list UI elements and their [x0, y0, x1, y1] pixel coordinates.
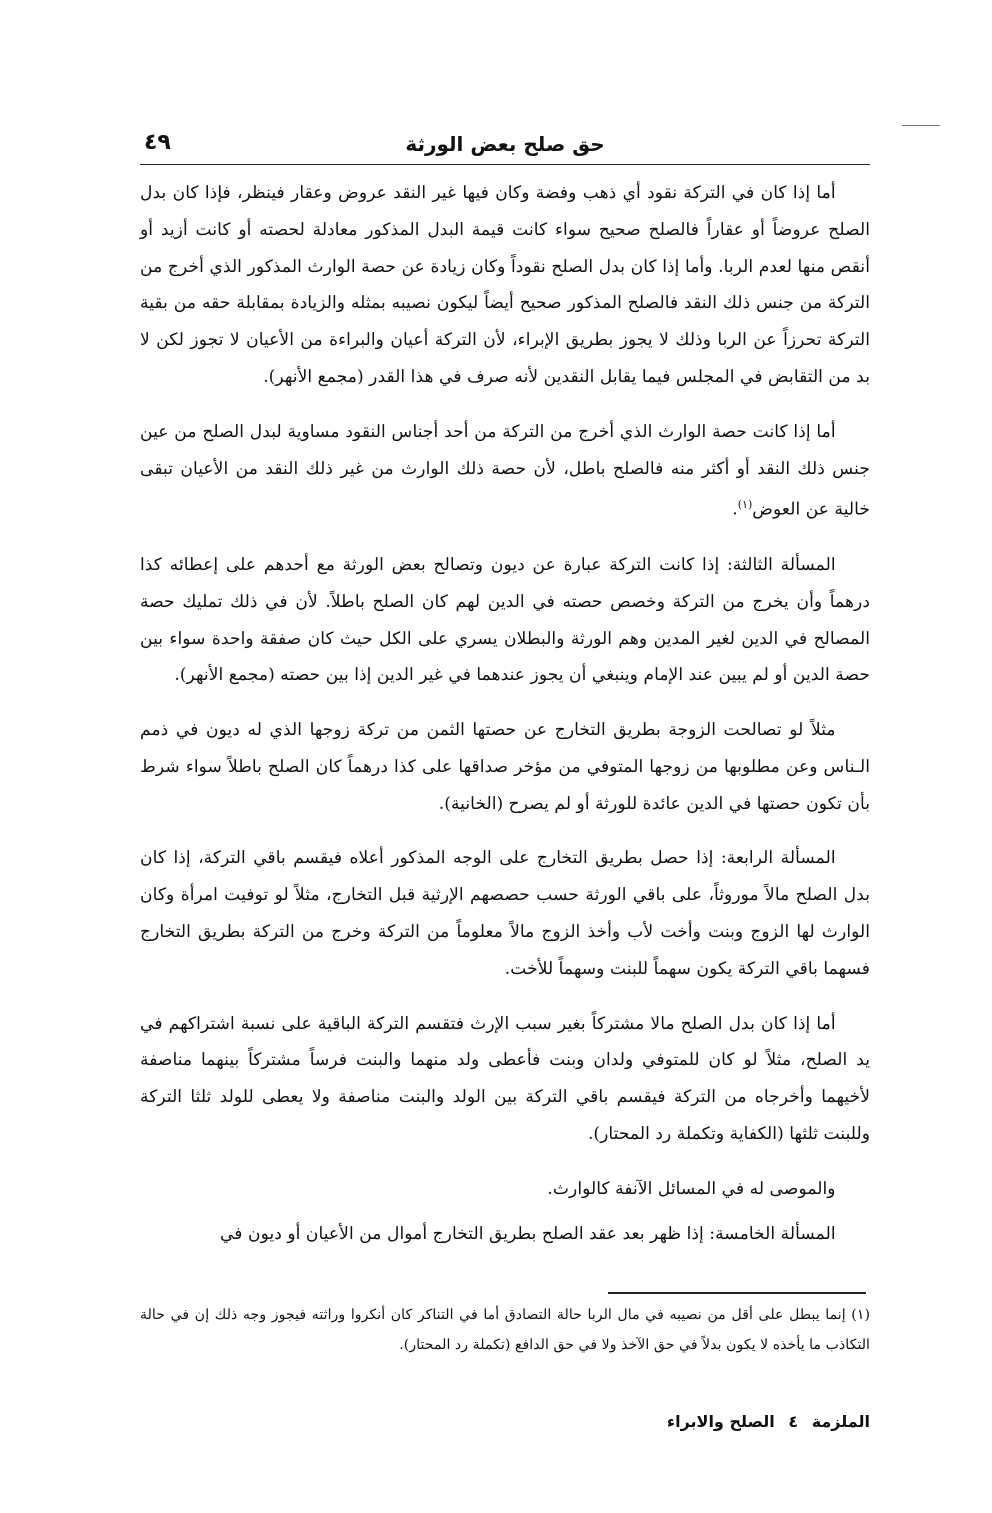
- page-body: [140, 175, 870, 1252]
- paragraph-1: أما إذا كان في التركة نقود أي ذهب وفضة وكان فيها غير النقد عروض وعقار فينظر، فإذا كان بدل الصلح عروضاً أو عقاراً فالصلح صحيح سواء كانت قيمة البدل المذكور معادلة لحصته أو كانت أزيد أو أنقص منها لعدم الربا. وأما إذا كان بدل الصلح نقوداً وكان زيادة عن حصة الوارث المذكور الذي أخرج من التركة من جنس ذلك النقد فالصلح المذكور صحيح أيضاً ليكون نصيبه بمثله والزيادة بمقابلة حقه من بقية التركة تحرزاً عن الربا وذلك لا يجوز بطريق الإبراء، لأن التركة أعيان والبراءة من الأعيان لا تجوز لكن لا بد من التقابض في المجلس فيما يقابل النقدين لأنه صرف في هذا القدر (مجمع الأنهر).: [140, 183, 870, 387]
- footnote: (١) إنما يبطل على أقل من نصيبه في مال الربا حالة التصادق أما في التناكر كان أنكروا وراثته فيجوز وجه ذلك إن في حالة التكاذب ما يأخذه لا يكون بدلاً في حق الآخذ ولا في حق الدافع (تكملة رد المحتار).: [140, 1307, 870, 1353]
- signature-number: ٤: [788, 1412, 799, 1431]
- edge-mark: [902, 125, 940, 126]
- paragraph-2-end: .: [732, 500, 738, 521]
- page-number: ٤٩: [144, 130, 171, 155]
- paragraph-6: أما إذا كان بدل الصلح مالا مشتركاً بغير سبب الإرث فتقسم التركة الباقية على نسبة اشتراكهم في يد الصلح، مثلاً لو كان للمتوفي ولدان وبنت فأعطى ولد منهما والبنت فرساً مشتركاً بينهما مناصفة لأخيهما وأخرجاه من التركة فيقسم باقي التركة بين الولد والبنت مناصفة ولا يعطى للولد ثلثا التركة وللبنت ثلثها (الكفاية وتكملة رد المحتار).: [140, 1013, 870, 1145]
- signature-book: الصلح والابراء: [666, 1412, 775, 1431]
- paragraph-2: [140, 414, 870, 529]
- paragraph-5: المسألة الرابعة: إذا حصل بطريق التخارج على الوجه المذكور أعلاه فيقسم باقي التركة، إذا كان بدل الصلح مالاً موروثاً، على باقي الورثة حسب حصصهم الإرثية قبل التخارج، مثلاً لو توفيت امرأة وكان الوارث لها الزوج وبنت وأخت لأب وأخذ الزوج مالاً معلوماً من التركة وخرج من التركة بطريق التخارج فسهما باقي التركة يكون سهماً للبنت وسهماً للأخت.: [140, 848, 870, 979]
- footnote-reference: (١): [737, 498, 753, 512]
- paragraph-3: المسألة الثالثة: إذا كانت التركة عبارة عن ديون وتصالح بعض الورثة مع أحدهم على إعطائه كذا درهماً وأن يخرج من التركة وخصص حصته في الدين لهم كان الصلح باطلاً. لأن في ذلك تمليك حصة المصالح في الدين لغير المدين وهم الورثة والبطلان يسري على الكل حيث كان صفقة واحدة سواء بين حصة الدين أو لم يبين عند الإمام وينبغي أن يجوز عندهما في غير الدين إذا بين حصته (مجمع الأنهر).: [140, 554, 870, 686]
- footnote-rule: [608, 1292, 866, 1294]
- paragraph-4: مثلاً لو تصالحت الزوجة بطريق التخارج عن حصتها الثمن من تركة زوجها الذي له ديون في ذمم الـناس وعن مطلوبها من زوجها المتوفي من مؤخر صداقها على كذا درهماً كان الصلح باطلاً سواء شرط بأن تكون حصتها في الدين عائدة للورثة أو لم يصرح (الخانية).: [140, 720, 870, 814]
- signature-label: الملزمة: [811, 1412, 870, 1431]
- page: [140, 128, 870, 1252]
- paragraph-7: والموصى له في المسائل الآنفة كالوارث.: [547, 1178, 836, 1199]
- page-footer: [659, 1412, 870, 1431]
- paragraph-2-text: أما إذا كانت حصة الوارث الذي أخرج من التركة من أحد أجناس النقود مساوية لبدل الصلح من عين جنس ذلك النقد أو أكثر منه فالصلح باطل، لأن حصة ذلك الوارث من غير ذلك النقد من الأعيان تبقى خالية عن العوض: [140, 421, 870, 521]
- page-header: [140, 128, 870, 165]
- running-title: حق صلح بعض الورثة: [405, 132, 605, 156]
- paragraph-8: المسألة الخامسة: إذا ظهر بعد عقد الصلح بطريق التخارج أموال من الأعيان أو ديون في: [219, 1223, 836, 1244]
